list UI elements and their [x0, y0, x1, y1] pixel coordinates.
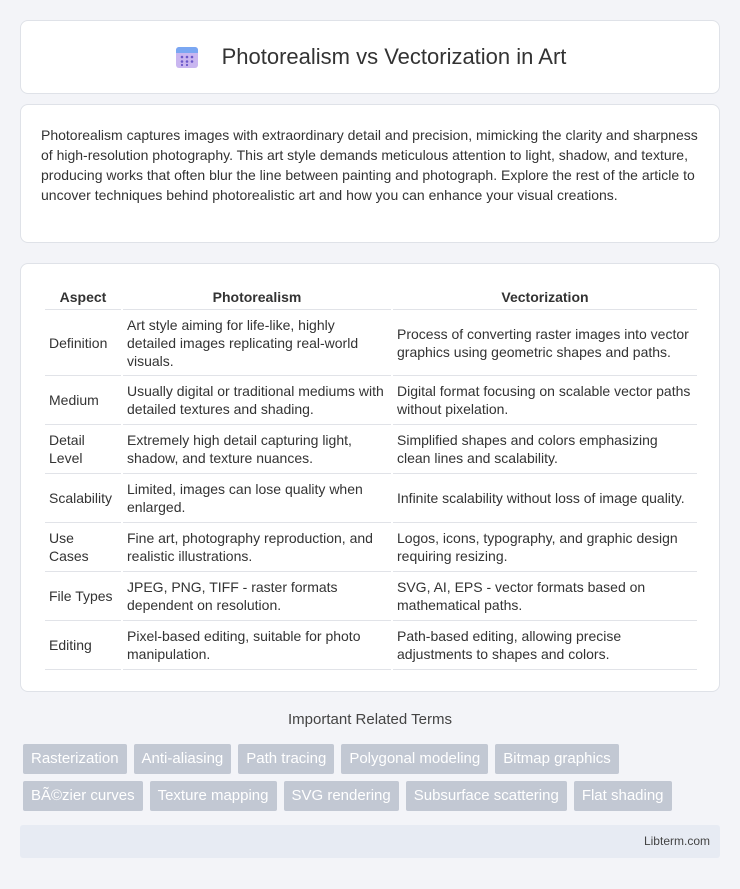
tag-bitmap-graphics[interactable]: Bitmap graphics [495, 744, 619, 774]
footer-site-link[interactable]: Libterm.com [643, 834, 710, 848]
row-vectorization: Infinite scalability without loss of image quality. [393, 474, 697, 523]
row-aspect: Medium [45, 376, 121, 425]
table-row [45, 621, 697, 670]
row-photorealism: Pixel-based editing, suitable for photo manipulation. [123, 621, 391, 670]
row-photorealism: Usually digital or traditional mediums with detailed textures and shading. [123, 376, 391, 425]
table-header-row [45, 284, 697, 310]
row-aspect: Editing [45, 621, 121, 670]
tag-flat-shading[interactable]: Flat shading [574, 781, 672, 811]
title-card [20, 20, 720, 94]
row-aspect: Scalability [45, 474, 121, 523]
header-vectorization: Vectorization [393, 284, 697, 310]
tag-path-tracing[interactable]: Path tracing [238, 744, 334, 774]
table-row [45, 310, 697, 376]
intro-card [20, 104, 720, 243]
tag-rasterization[interactable]: Rasterization [23, 744, 127, 774]
row-photorealism: Limited, images can lose quality when enlarged. [123, 474, 391, 523]
header-photorealism: Photorealism [123, 284, 391, 310]
table-row [45, 425, 697, 474]
calendar-grid-icon [174, 44, 200, 70]
row-aspect: File Types [45, 572, 121, 621]
tag-row [23, 781, 723, 811]
page-title: Photorealism vs Vectorization in Art [221, 44, 567, 69]
row-vectorization: Digital format focusing on scalable vector paths without pixelation. [393, 376, 697, 425]
table-row [45, 523, 697, 572]
row-vectorization: SVG, AI, EPS - vector formats based on mathematical paths. [393, 572, 697, 621]
related-terms-title: Important Related Terms [288, 711, 452, 728]
related-terms-tags [23, 744, 723, 818]
row-aspect: Use Cases [45, 523, 121, 572]
tag-texture-mapping[interactable]: Texture mapping [150, 781, 277, 811]
tag-anti-aliasing[interactable]: Anti-aliasing [134, 744, 232, 774]
tag-row [23, 744, 723, 774]
row-vectorization: Path-based editing, allowing precise adjustments to shapes and colors. [393, 621, 697, 670]
row-vectorization: Simplified shapes and colors emphasizing clean lines and scalability. [393, 425, 697, 474]
tag-bezier-curves[interactable]: BÃ©zier curves [23, 781, 143, 811]
row-photorealism: Art style aiming for life-like, highly detailed images replicating real-world visuals. [123, 310, 391, 376]
header-aspect: Aspect [45, 284, 121, 310]
row-photorealism: Fine art, photography reproduction, and realistic illustrations. [123, 523, 391, 572]
table-row [45, 572, 697, 621]
footer [20, 825, 720, 858]
row-photorealism: Extremely high detail capturing light, shadow, and texture nuances. [123, 425, 391, 474]
row-aspect: Definition [45, 310, 121, 376]
table-row [45, 376, 697, 425]
intro-text: Photorealism captures images with extraordinary detail and precision, mimicking the clarity and sharpness of high-resolution photography. This art style demands meticulous attention to light, shadow, and texture, producing works that often blur the line between painting and photograph. Explore the rest of the article to uncover techniques behind photorealistic art and how you can enhance your visual creations. [41, 127, 698, 203]
comparison-table [43, 284, 699, 670]
row-vectorization: Logos, icons, typography, and graphic design requiring resizing. [393, 523, 697, 572]
row-vectorization: Process of converting raster images into vector graphics using geometric shapes and paths. [393, 310, 697, 376]
comparison-card [20, 263, 720, 692]
tag-subsurface-scattering[interactable]: Subsurface scattering [406, 781, 567, 811]
row-aspect: Detail Level [45, 425, 121, 474]
row-photorealism: JPEG, PNG, TIFF - raster formats dependent on resolution. [123, 572, 391, 621]
tag-polygonal-modeling[interactable]: Polygonal modeling [341, 744, 488, 774]
tag-svg-rendering[interactable]: SVG rendering [284, 781, 399, 811]
table-row [45, 474, 697, 523]
